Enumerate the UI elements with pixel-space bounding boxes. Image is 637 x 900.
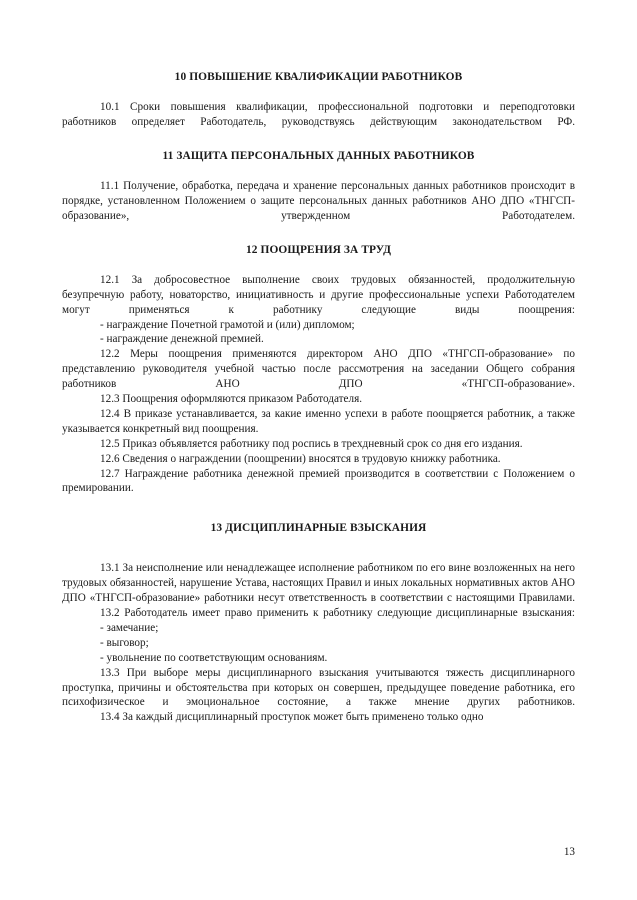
paragraph-13-2-item-2: - выговор;	[100, 636, 149, 649]
paragraph-13-1: 13.1 За неисполнение или ненадлежащее исполнение работником по его вине возложенных на него трудовых обязанностей, нарушение Устава, настоящих Правил и иных локальных нормативных актов АНО ДПО «ТНГСП-образование» работники несут ответственность в соответствии с настоящими Правилами.	[62, 562, 576, 605]
paragraph-11-1: 11.1 Получение, обработка, передача и хранение персональных данных работников происходит в порядке, установленном Положением о защите персональных данных работников АНО ДПО «ТНГСП-образование», утвержденном Работодателем.	[62, 180, 575, 222]
section-heading-12: 12 ПООЩРЕНИЯ ЗА ТРУД	[245, 243, 392, 256]
paragraph-13-2-item-1: - замечание;	[100, 622, 159, 634]
paragraph-12-1-item-2: - награждение денежной премией.	[100, 333, 264, 346]
paragraph-12-6: 12.6 Сведения о награждении (поощрении) вносятся в трудовую книжку работника.	[100, 452, 501, 465]
paragraph-13-4: 13.4 За каждый дисциплинарный проступок может быть применено только одно	[100, 711, 484, 724]
paragraph-12-7: 12.7 Награждение работника денежной премией производится в соответствии с Положением о премировании.	[62, 467, 575, 495]
paragraph-12-3: 12.3 Поощрения оформляются приказом Работодателя.	[100, 393, 363, 406]
page-number: 13	[563, 846, 575, 858]
paragraph-13-2: 13.2 Работодатель имеет право применить к работнику следующие дисциплинарные взыскания:	[100, 607, 575, 620]
document-body	[62, 70, 575, 725]
paragraph-12-1-item-1: - награждение Почетной грамотой и (или) дипломом;	[100, 318, 355, 331]
paragraph-12-2: 12.2 Меры поощрения применяются директором АНО ДПО «ТНГСП-образование» по представлению руководителя учебной частью после рассмотрения на заседании Общего собрания работников АНО ДПО «ТНГСП-образование».	[62, 348, 575, 391]
section-heading-11: 11 ЗАЩИТА ПЕРСОНАЛЬНЫХ ДАННЫХ РАБОТНИКОВ	[162, 149, 475, 162]
paragraph-12-4: 12.4 В приказе устанавливается, за какие именно успехи в работе поощряется работник, а также указывается конкретный вид поощрения.	[62, 407, 575, 435]
paragraph-12-5: 12.5 Приказ объявляется работнику под роспись в трехдневный срок со дня его издания.	[100, 437, 523, 450]
paragraph-12-1: 12.1 За добросовестное выполнение своих трудовых обязанностей, продолжительную безупречную работу, новаторство, инициативность и другие профессиональные успехи Работодателем могут применяться к работнику следующие виды поощрения:	[62, 273, 575, 316]
section-heading-13: 13 ДИСЦИПЛИНАРНЫЕ ВЗЫСКАНИЯ	[210, 522, 427, 535]
paragraph-10-1: 10.1 Сроки повышения квалификации, профессиональной подготовки и переподготовки работников определяет Работодатель, руководствуясь действующим законодательством РФ.	[62, 101, 575, 129]
paragraph-13-2-item-3: - увольнение по соответствующим основаниям.	[100, 651, 328, 664]
section-heading-10: 10 ПОВЫШЕНИЕ КВАЛИФИКАЦИИ РАБОТНИКОВ	[174, 71, 463, 83]
paragraph-13-3: 13.3 При выборе меры дисциплинарного взыскания учитываются тяжесть дисциплинарного проступка, причины и обстоятельства при которых он совершен, предыдущее поведение работника, его психофизическое и эмоциональное состояние, а также мнение других работников.	[62, 666, 575, 709]
